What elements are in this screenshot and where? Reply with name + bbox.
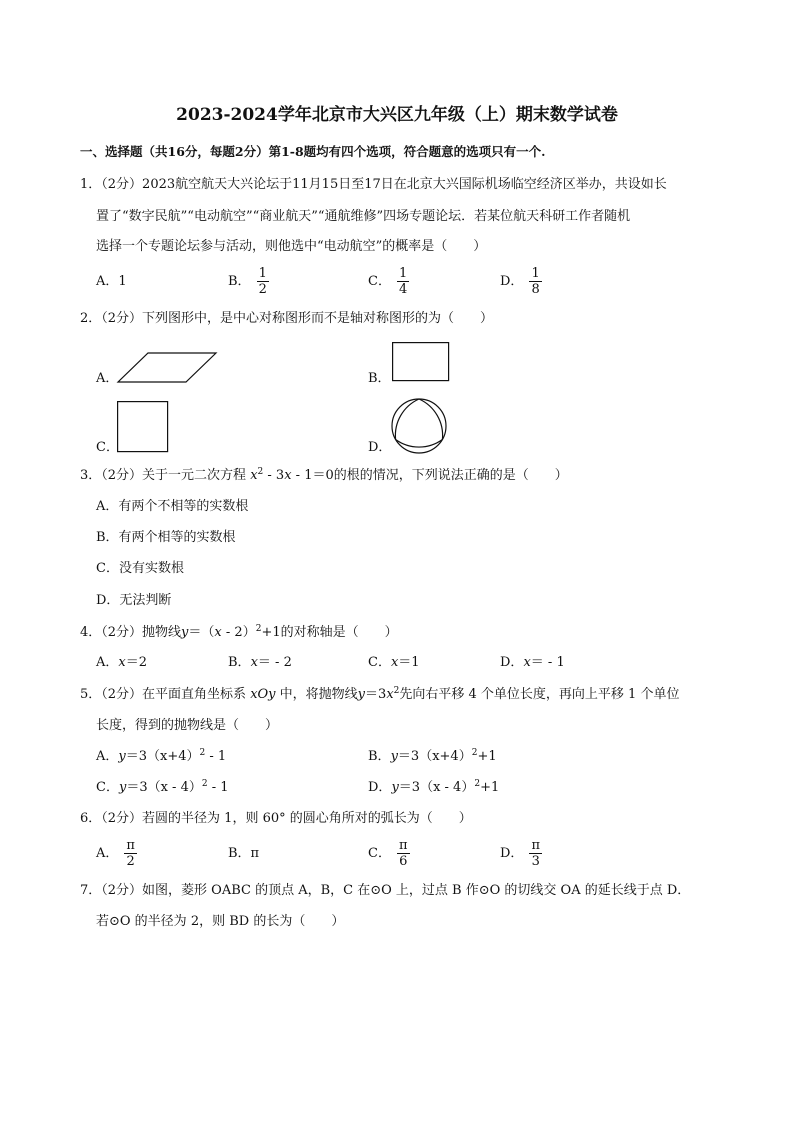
q4-option-b: B．x＝ - 2 bbox=[228, 655, 292, 670]
q1-option-d: D． $\frac{1}{8}$ bbox=[500, 266, 540, 297]
q5-line-2: 长度，得到的抛物线是（ ） bbox=[96, 718, 279, 733]
q2-option-b-label: B． bbox=[368, 371, 391, 386]
q2-stem: 2．（2分）下列图形中，是中心对称图形而不是轴对称图形的为（ ） bbox=[80, 311, 494, 326]
page-title: 2023-2024学年北京市大兴区九年级（上）期末数学试卷 bbox=[176, 105, 618, 125]
q3-option-d: D．无法判断 bbox=[96, 593, 172, 608]
q7-line-1: 7．（2分）如图，菱形 OABC 的顶点 A，B，C 在⊙O 上，过点 B 作⊙O 的切线交 OA 的延长线于点 D． bbox=[80, 883, 691, 898]
q5-option-b: B．$y=3(x+4)^2+1$ bbox=[368, 748, 497, 764]
q6-stem: 6．（2分）若圆的半径为 1，则 60° 的圆心角所对的弧长为（ ） bbox=[80, 811, 472, 826]
reuleaux-circle-figure bbox=[391, 398, 447, 454]
q1-option-c: C． $\frac{1}{4}$ bbox=[368, 266, 408, 297]
q4-option-c: C．x＝1 bbox=[368, 655, 420, 670]
q3-stem: 3．（2分）关于一元二次方程 $x^2 - 3x - 1=0$的根的情况，下列说法正确的是（ ） bbox=[80, 467, 568, 483]
q2-option-d-label: D． bbox=[368, 440, 392, 455]
q4-option-d: D．x＝ - 1 bbox=[500, 655, 565, 670]
q3-option-b: B．有两个相等的实数根 bbox=[96, 530, 236, 545]
q5-option-a: A．$y=3(x+4)^2 - 1$ bbox=[96, 748, 227, 764]
parallelogram-figure bbox=[118, 352, 218, 384]
q5-option-d: D．y＝3（x - 4）$^2$+1 bbox=[368, 779, 500, 795]
q2-option-c-label: C． bbox=[96, 440, 119, 455]
square-figure bbox=[117, 401, 169, 453]
section-heading: 一、选择题（共16分，每题2分）第1-8题均有四个选项，符合题意的选项只有一个. bbox=[80, 144, 546, 159]
q4-option-a: A．x＝2 bbox=[96, 655, 148, 670]
q3-option-c: C．没有实数根 bbox=[96, 561, 184, 576]
q1-option-b: B． $\frac{1}{2}$ bbox=[228, 266, 267, 297]
q5-option-c: C．y＝3（x - 4）$^2$ - 1 bbox=[96, 779, 229, 795]
q6-option-a: A． $\frac{\pi}{2}$ bbox=[96, 838, 135, 869]
q6-option-c: C． $\frac{\pi}{6}$ bbox=[368, 838, 408, 869]
q1-line-2: 置了“数字民航”“电动航空”“商业航天”“通航维修”四场专题论坛．若某位航天科研工作者随机 bbox=[96, 209, 631, 224]
q1-line-3: 选择一个专题论坛参与活动，则他选中“电动航空”的概率是（ ） bbox=[96, 239, 487, 254]
q7-line-2: 若⊙O 的半径为 2，则 BD 的长为（ ） bbox=[96, 914, 345, 929]
q5-line-1: 5．（2分）在平面直角坐标系 xOy 中，将抛物线$y=3x^2$先向右平移 4 个单位长度，再向上平移 1 个单位 bbox=[80, 686, 680, 702]
rectangle-figure bbox=[392, 342, 450, 382]
q1-option-a: A．1 bbox=[96, 274, 127, 289]
q2-option-a-label: A． bbox=[96, 371, 119, 386]
q4-stem: 4．（2分）抛物线y＝（x - 2）$^2$+1的对称轴是（ ） bbox=[80, 624, 398, 640]
q6-option-d: D． $\frac{\pi}{3}$ bbox=[500, 838, 540, 869]
q1-line-1: 1．（2分）2023航空航天大兴论坛于11月15日至17日在北京大兴国际机场临空经济区举办，共设如长 bbox=[80, 177, 667, 192]
q6-option-b: B．π bbox=[228, 846, 260, 861]
q3-option-a: A．有两个不相等的实数根 bbox=[96, 499, 249, 514]
